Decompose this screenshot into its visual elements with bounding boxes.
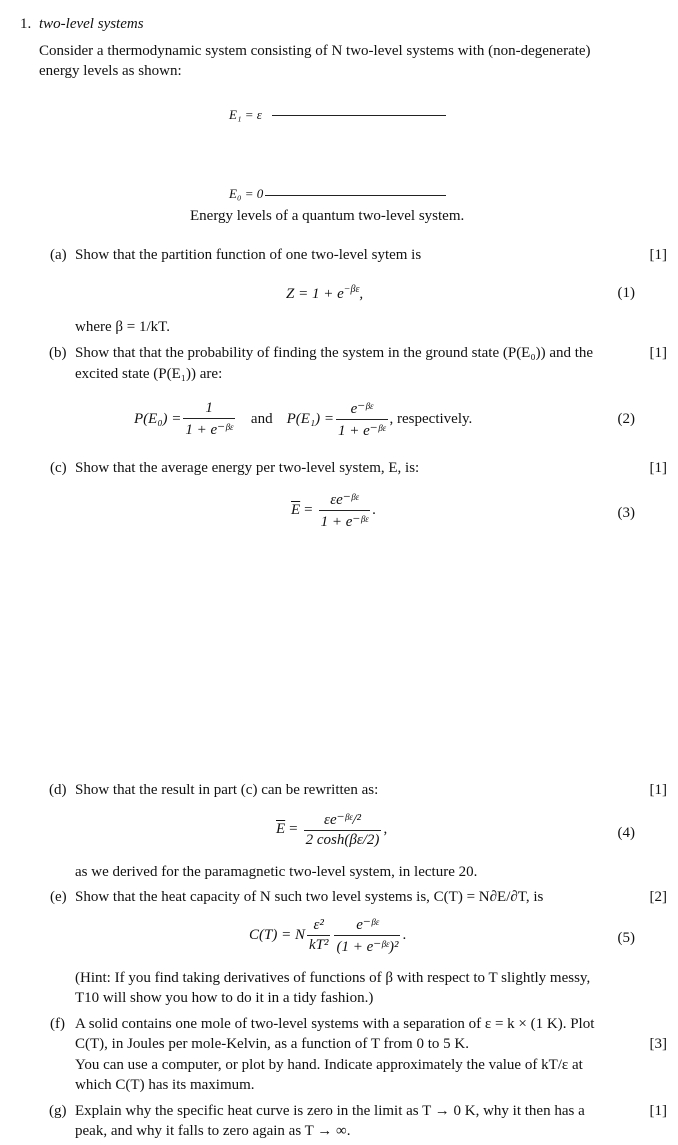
part-d-label: (d) [49, 782, 67, 798]
part-f-marks: [3] [649, 1036, 667, 1052]
part-a-where: where β = 1/kT. [75, 319, 170, 335]
equation-4-fraction: $\frac{\text{εe⁻ᵝᵋ/²}}{2 \cosh(\beta\varepsilon/2)}$ [305, 812, 380, 848]
part-d-text: Show that the result in part (c) can be rewritten as: [75, 782, 379, 798]
part-d-after: as we derived for the paramagnetic two-level system, in lecture 20. [75, 864, 478, 880]
part-f-line-2: C(T), in Joules per mole-Kelvin, as a function of T from 0 to 5 K. [75, 1036, 469, 1052]
part-g-line-2: peak, and why it falls to zero again as T → ∞. [75, 1123, 351, 1139]
intro-line-2: energy levels as shown: [39, 63, 182, 79]
part-a-text: Show that the partition function of one two-level sytem is [75, 247, 422, 263]
part-b-line-2: excited state (P(E₁)) are: [75, 366, 223, 382]
equation-5-fraction-exponential: $\frac{\text{e⁻ᵝᵋ}}{\text{(1 + e⁻ᵝᵋ)²}}$ [336, 917, 399, 955]
equation-2-fraction-ground: $\frac{1}{\text{1 + e⁻ᵝᵋ}}$ [185, 400, 233, 438]
part-g-line-1: Explain why the specific heat curve is zero in the limit as T → 0 K, why it then has a [75, 1103, 585, 1119]
equation-5-number: (5) [617, 930, 635, 946]
part-e-hint-2: T10 will show you how to do it in a tidy fashion.) [75, 990, 374, 1006]
equation-2: P(E₀) = $\frac{1}{\text{1 + e⁻ᵝᵋ}}$ and P(E₁) = $\frac{\text{e⁻ᵝᵋ}}{\text{1 + e⁻ᵝᵋ}}$ , respectively. [134, 400, 473, 439]
equation-3-number: (3) [617, 505, 635, 521]
part-c-label: (c) [50, 460, 67, 476]
part-a-marks: [1] [649, 247, 667, 263]
part-c-text: Show that the average energy per two-level system, E, is: [75, 460, 420, 476]
equation-4: $\overline{E}$ = $\frac{\text{εe⁻ᵝᵋ/²}}{2 \cosh(\beta\varepsilon/2)}$ , [276, 812, 388, 848]
diagram-caption: Energy levels of a quantum two-level system. [190, 208, 465, 224]
part-f-label: (f) [50, 1016, 65, 1032]
part-e-label: (e) [50, 889, 67, 905]
equation-2-fraction-excited: $\frac{\text{e⁻ᵝᵋ}}{\text{1 + e⁻ᵝᵋ}}$ [338, 401, 386, 439]
part-b-label: (b) [49, 345, 67, 361]
question-title: two-level systems [39, 16, 144, 32]
energy-level-e0-line [265, 195, 446, 196]
energy-level-e0-label: E₀ = 0 [229, 186, 264, 201]
equation-4-number: (4) [617, 825, 635, 841]
equation-5: C(T) = N $\frac{\text{ε²}}{\text{kT²}}$ $\frac{\text{e⁻ᵝᵋ}}{\text{(1 + e⁻ᵝᵋ)²}}$ . [249, 917, 407, 955]
equation-5-fraction-prefactor: $\frac{\text{ε²}}{\text{kT²}}$ [308, 917, 329, 953]
part-f-line-1: A solid contains one mole of two-level systems with a separation of ε = k × (1 K). Plot [75, 1016, 595, 1032]
part-e-text: Show that the heat capacity of N such two level systems is, C(T) = N∂E/∂T, is [75, 889, 544, 905]
part-a-label: (a) [50, 247, 67, 263]
equation-3: $\overline{E}$ = $\frac{\text{εe⁻ᵝᵋ}}{\text{1 + e⁻ᵝᵋ}}$ . [291, 492, 376, 530]
part-b-marks: [1] [649, 345, 667, 361]
part-g-label: (g) [49, 1103, 67, 1119]
part-e-hint-1: (Hint: If you find taking derivatives of functions of β with respect to T slightly messy, [75, 970, 591, 986]
equation-3-fraction: $\frac{\text{εe⁻ᵝᵋ}}{\text{1 + e⁻ᵝᵋ}}$ [320, 492, 369, 530]
equation-1: $Z = 1 + e^{-\beta\varepsilon}$, [286, 284, 364, 302]
question-number: 1. [20, 16, 32, 32]
part-d-marks: [1] [649, 782, 667, 798]
equation-1-number: (1) [617, 285, 635, 301]
part-e-marks: [2] [649, 889, 667, 905]
energy-level-e1-label: E₁ = ε [229, 107, 262, 122]
part-f-line-3: You can use a computer, or plot by hand. Indicate approximately the value of kT/ε at [75, 1057, 583, 1073]
part-f-line-4: which C(T) has its maximum. [75, 1077, 255, 1093]
intro-line-1: Consider a thermodynamic system consisting of N two-level systems with (non-degenerate) [39, 43, 591, 59]
part-c-marks: [1] [649, 460, 667, 476]
part-b-line-1: Show that that the probability of finding the system in the ground state (P(E₀)) and the [75, 345, 594, 361]
energy-level-e1-line [272, 115, 446, 116]
part-g-marks: [1] [649, 1103, 667, 1119]
equation-2-number: (2) [617, 411, 635, 427]
